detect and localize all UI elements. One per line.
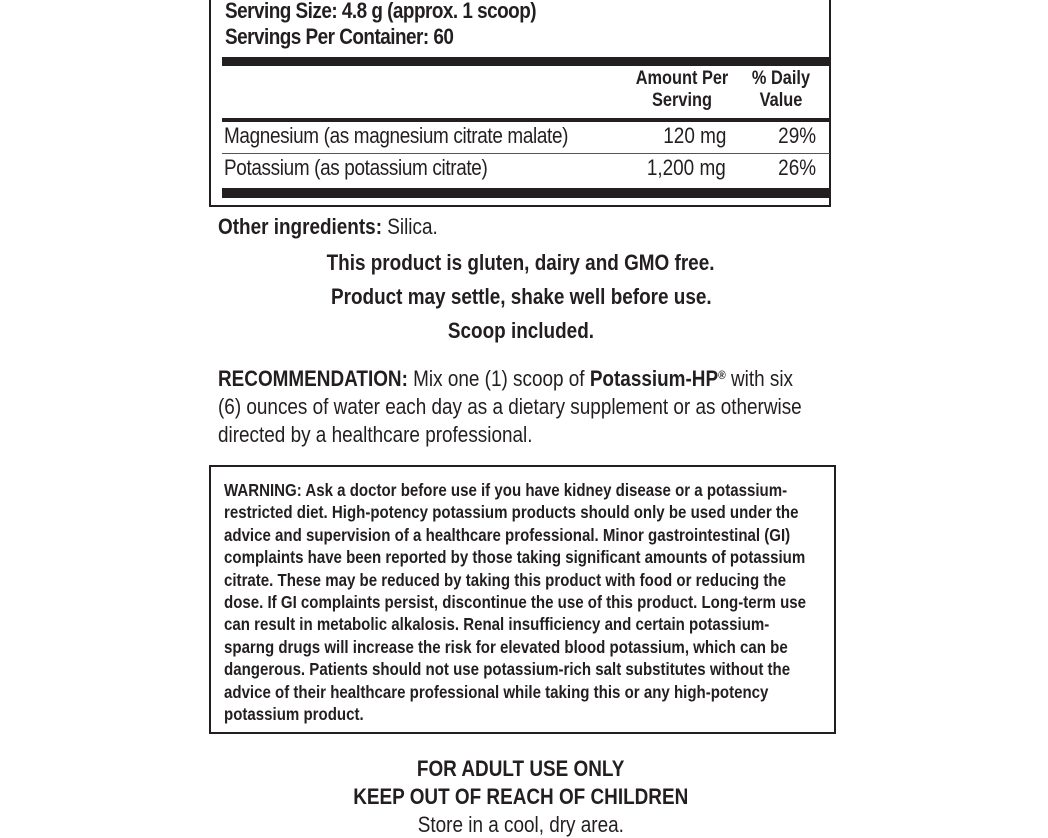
other-ingredients — [218, 214, 438, 240]
warning-line: dangerous. Patients should not use potassium-rich salt substitutes without the — [224, 659, 791, 680]
recommendation-line2: (6) ounces of water each day as a dietary supplement or as otherwise — [218, 394, 802, 419]
keep-out-text: KEEP OUT OF REACH OF CHILDREN — [353, 784, 689, 809]
registered-mark: ® — [718, 368, 726, 382]
column-header-dv-line1: % Daily — [751, 68, 811, 89]
allergen-notice — [209, 250, 833, 276]
warning-line: advice of their healthcare professional while taking this or any high-potency — [224, 681, 769, 702]
thick-divider-top — [222, 57, 830, 66]
nutrient-amount: 120 mg — [662, 123, 726, 148]
serving-size: Serving Size: 4.8 g (approx. 1 scoop) — [225, 0, 537, 23]
other-ingredients-label: Other ingredients: — [218, 214, 382, 239]
recommendation-line3: directed by a healthcare professional. — [218, 422, 533, 447]
settle-notice-text: Product may settle, shake well before use. — [330, 284, 712, 309]
column-header-amount — [631, 68, 732, 112]
recommendation-text: Mix one (1) scoop of — [407, 366, 590, 391]
column-header-daily-value — [747, 68, 816, 112]
thick-divider-bottom — [222, 188, 830, 198]
warning-line: potassium product. — [224, 704, 364, 725]
nutrient-name: Potassium (as potassium citrate) — [224, 155, 488, 180]
allergen-notice-text: This product is gluten, dairy and GMO free. — [327, 250, 715, 275]
warning-line: citrate. These may be reduced by taking this product with food or reducing the — [224, 569, 786, 590]
keep-out-notice — [209, 784, 833, 810]
warning-line: restricted diet. High-potency potassium products should only be used under the — [224, 502, 799, 523]
nutrient-daily-value: 29% — [778, 123, 816, 148]
table-row — [224, 121, 830, 151]
warning-line: complaints have been reported by those taking significant amounts of potassium — [224, 547, 806, 568]
recommendation — [218, 365, 820, 449]
adult-use-text: FOR ADULT USE ONLY — [417, 756, 625, 781]
recommendation-text: with six — [725, 366, 793, 391]
storage-notice — [209, 812, 833, 838]
warning-box — [209, 465, 836, 734]
column-header-dv-line2: Value — [759, 90, 803, 111]
warning-line: advice and supervision of a healthcare professional. Minor gastrointestinal (GI) — [224, 524, 791, 545]
storage-text: Store in a cool, dry area. — [417, 812, 625, 837]
servings-per-container: Servings Per Container: 60 — [225, 24, 454, 49]
product-name: Potassium-HP — [589, 366, 719, 391]
column-header-amount-line1: Amount Per — [635, 68, 729, 89]
scoop-notice-text: Scoop included. — [447, 318, 595, 343]
warning-line: WARNING: Ask a doctor before use if you have kidney disease or a potassium- — [224, 480, 788, 500]
nutrient-amount: 1,200 mg — [647, 155, 726, 180]
nutrient-name: Magnesium (as magnesium citrate malate) — [224, 123, 569, 148]
adult-use-notice — [209, 756, 833, 782]
recommendation-label: RECOMMENDATION: — [218, 366, 408, 391]
warning-text — [224, 479, 822, 725]
warning-line: sparng drugs will increase the risk for elevated blood potassium, which can be — [224, 636, 788, 657]
warning-line: can result in metabolic alkalosis. Renal insufficiency and certain potassium- — [224, 614, 770, 635]
scoop-notice — [209, 318, 833, 344]
table-row — [224, 153, 830, 183]
warning-line: dose. If GI complaints persist, discontinue the use of this product. Long-term use — [224, 592, 807, 613]
supplement-facts-panel — [209, 0, 831, 207]
settle-notice — [209, 284, 833, 310]
column-header-amount-line2: Serving — [652, 90, 712, 111]
nutrient-daily-value: 26% — [778, 155, 816, 180]
other-ingredients-value: Silica. — [381, 214, 438, 239]
